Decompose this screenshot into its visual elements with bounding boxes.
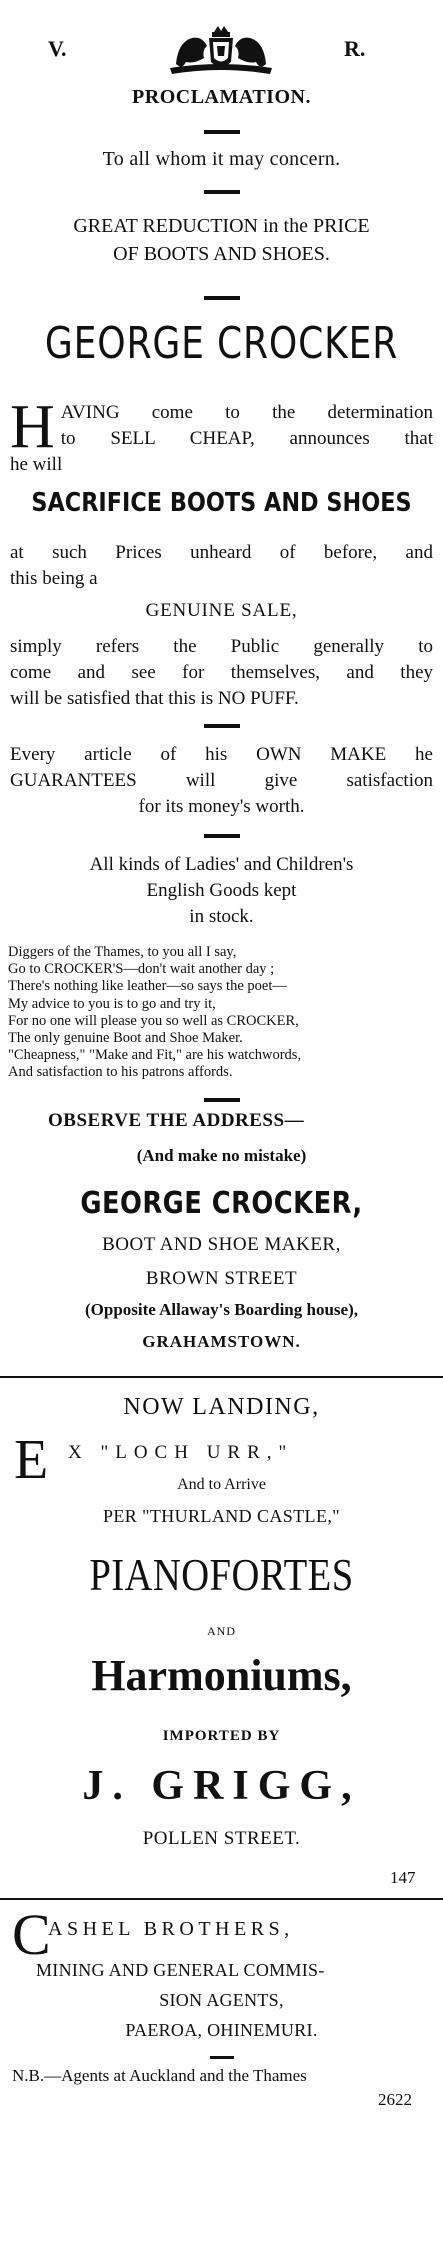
header	[0, 30, 443, 66]
poem-line: Diggers of the Thames, to you all I say,	[8, 944, 237, 960]
intro-line: To all whom it may concern.	[102, 148, 341, 170]
royal-coat-of-arms-icon	[162, 24, 280, 84]
pollen-street: POLLEN STREET.	[142, 1828, 301, 1849]
poem-line: My advice to you is to go and try it,	[8, 995, 216, 1012]
header-left: V.	[48, 36, 67, 61]
guarantee-line: for its money's worth.	[138, 796, 305, 817]
poem	[8, 944, 435, 1082]
opening-line: he will	[10, 454, 63, 475]
proclamation-title: PROCLAMATION.	[132, 86, 311, 108]
and-to-arrive: And to Arrive	[177, 1476, 266, 1493]
cashel-nb: N.B.—Agents at Auckland and the Thames	[12, 2066, 307, 2085]
address-street: BROWN STREET	[145, 1268, 298, 1289]
poem-line: For no one will please you so well as CROCKER,	[8, 1012, 299, 1029]
short-rule	[210, 2056, 234, 2059]
guarantee-line: GUARANTEES will give satisfaction	[10, 770, 433, 791]
kinds-line: in stock.	[189, 906, 254, 927]
cashel-agents: SION AGENTS,	[159, 1990, 284, 2010]
drop-cap: H	[10, 393, 55, 461]
cashel-location: PAEROA, OHINEMURI.	[125, 2020, 318, 2040]
short-rule	[204, 296, 240, 300]
address-town: GRAHAMSTOWN.	[142, 1332, 301, 1351]
opening-line: to SELL CHEAP, announces that	[60, 428, 433, 449]
short-rule	[204, 130, 240, 134]
observe-heading: OBSERVE THE ADDRESS—	[48, 1110, 305, 1131]
ex-ship: X "LOCH URR,"	[68, 1442, 294, 1463]
header-right: R.	[344, 36, 366, 61]
refers-line: simply refers the Public generally to	[10, 636, 433, 657]
cashel-drop-cap: C	[12, 1902, 51, 1967]
refers-paragraph	[10, 634, 433, 712]
poem-line: There's nothing like leather—so says the poet—	[8, 978, 287, 995]
refers-line: come and see for themselves, and they	[10, 662, 433, 683]
merchant-name: GEORGE CROCKER	[44, 318, 399, 369]
short-rule	[204, 834, 240, 838]
section-divider	[0, 1898, 443, 1900]
ex-drop-cap: E	[14, 1429, 49, 1491]
refers-line: will be satisfied that this is NO PUFF.	[10, 688, 299, 709]
kinds-line: All kinds of Ladies' and Children's	[89, 854, 354, 875]
opening-line: AVING come to the determination	[60, 402, 433, 423]
short-rule	[204, 1098, 240, 1102]
poem-line: The only genuine Boot and Shoe Maker.	[8, 1030, 243, 1047]
cashel-name: ASHEL BROTHERS,	[48, 1918, 294, 1940]
poem-line: Go to CROCKER'S—don't wait another day ;	[8, 961, 275, 978]
section-divider	[0, 1376, 443, 1378]
headline	[0, 212, 443, 268]
address-opposite: (Opposite Allaway's Boarding house),	[85, 1300, 358, 1319]
mistake-note: (And make no mistake)	[136, 1146, 307, 1165]
sacrifice-heading: SACRIFICE BOOTS AND SHOES	[31, 488, 412, 518]
grigg-name: J. GRIGG,	[82, 1763, 361, 1809]
pianofortes: PIANOFORTES	[89, 1549, 354, 1600]
short-rule	[204, 190, 240, 194]
imported-by: IMPORTED BY	[162, 1728, 281, 1744]
harmoniums: Harmoniums,	[91, 1651, 352, 1700]
short-rule	[204, 724, 240, 728]
guarantee-paragraph	[10, 742, 433, 820]
address-trade: BOOT AND SHOE MAKER,	[102, 1234, 341, 1255]
per-ship: PER "THURLAND CASTLE,"	[103, 1506, 340, 1526]
cashel-number: 2622	[378, 2090, 412, 2109]
kinds-paragraph	[0, 852, 443, 930]
and-word: AND	[207, 1624, 236, 1638]
ad-number: 147	[390, 1868, 416, 1887]
headline-line: OF BOOTS AND SHOES.	[113, 243, 330, 265]
address-name: GEORGE CROCKER,	[80, 1186, 363, 1221]
poem-line: And satisfaction to his patrons affords.	[8, 1064, 233, 1081]
prices-line: at such Prices unheard of before, and	[10, 542, 433, 563]
poem-line: "Cheapness," "Make and Fit," are his watchwords,	[8, 1047, 302, 1064]
now-landing: NOW LANDING,	[123, 1394, 320, 1420]
prices-paragraph	[10, 540, 433, 592]
kinds-line: English Goods kept	[146, 880, 297, 901]
guarantee-line: Every article of his OWN MAKE he	[10, 744, 433, 765]
prices-line: this being a	[10, 568, 98, 589]
genuine-sale: GENUINE SALE,	[145, 600, 298, 621]
headline-line: GREAT REDUCTION in the PRICE	[73, 215, 370, 237]
cashel-trade: MINING AND GENERAL COMMIS-	[36, 1960, 325, 1980]
opening-paragraph	[10, 393, 433, 478]
